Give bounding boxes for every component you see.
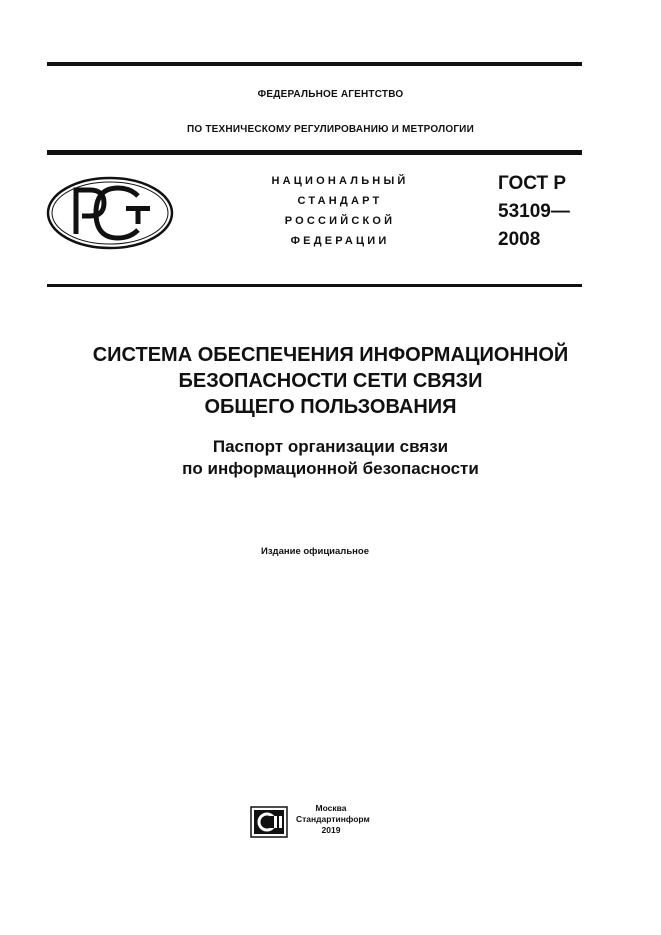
gost-designation [498, 170, 570, 254]
title-line-2: БЕЗОПАСНОСТИ СЕТИ СВЯЗИ [178, 370, 483, 392]
document-subtitle [0, 436, 661, 480]
agency-line-2: ПО ТЕХНИЧЕСКОМУ РЕГУЛИРОВАНИЮ И МЕТРОЛОГИИ [187, 124, 474, 135]
gost-number: 53109— [498, 201, 570, 222]
title-line-3: ОБЩЕГО ПОЛЬЗОВАНИЯ [204, 396, 457, 418]
publisher-name: Стандартинформ [296, 814, 370, 824]
document-title [0, 342, 661, 420]
standard-type-line-3: РОССИЙСКОЙ [284, 215, 396, 227]
header-bottom-rule [47, 150, 582, 155]
gost-prefix: ГОСТ Р [498, 173, 567, 194]
gost-year: 2008 [498, 229, 541, 250]
standartinform-logo-icon [250, 806, 288, 838]
publisher-info [296, 803, 370, 836]
top-rule [47, 62, 582, 66]
agency-line-1: ФЕДЕРАЛЬНОЕ АГЕНТСТВО [257, 89, 404, 100]
standard-type-line-2: СТАНДАРТ [297, 195, 383, 207]
title-line-1: СИСТЕМА ОБЕСПЕЧЕНИЯ ИНФОРМАЦИОННОЙ [92, 344, 569, 366]
subtitle-line-2: по информационной безопасности [182, 459, 479, 478]
subtitle-line-1: Паспорт организации связи [212, 437, 449, 456]
standard-type [225, 171, 455, 251]
publisher-city: Москва [315, 803, 347, 813]
standard-type-line-4: ФЕДЕРАЦИИ [290, 235, 390, 247]
publisher-year: 2019 [321, 825, 341, 835]
standard-type-line-1: НАЦИОНАЛЬНЫЙ [271, 175, 409, 187]
rst-logo-icon [46, 176, 174, 250]
designation-bottom-rule [47, 284, 582, 287]
edition-note: Издание официальное [261, 546, 369, 557]
